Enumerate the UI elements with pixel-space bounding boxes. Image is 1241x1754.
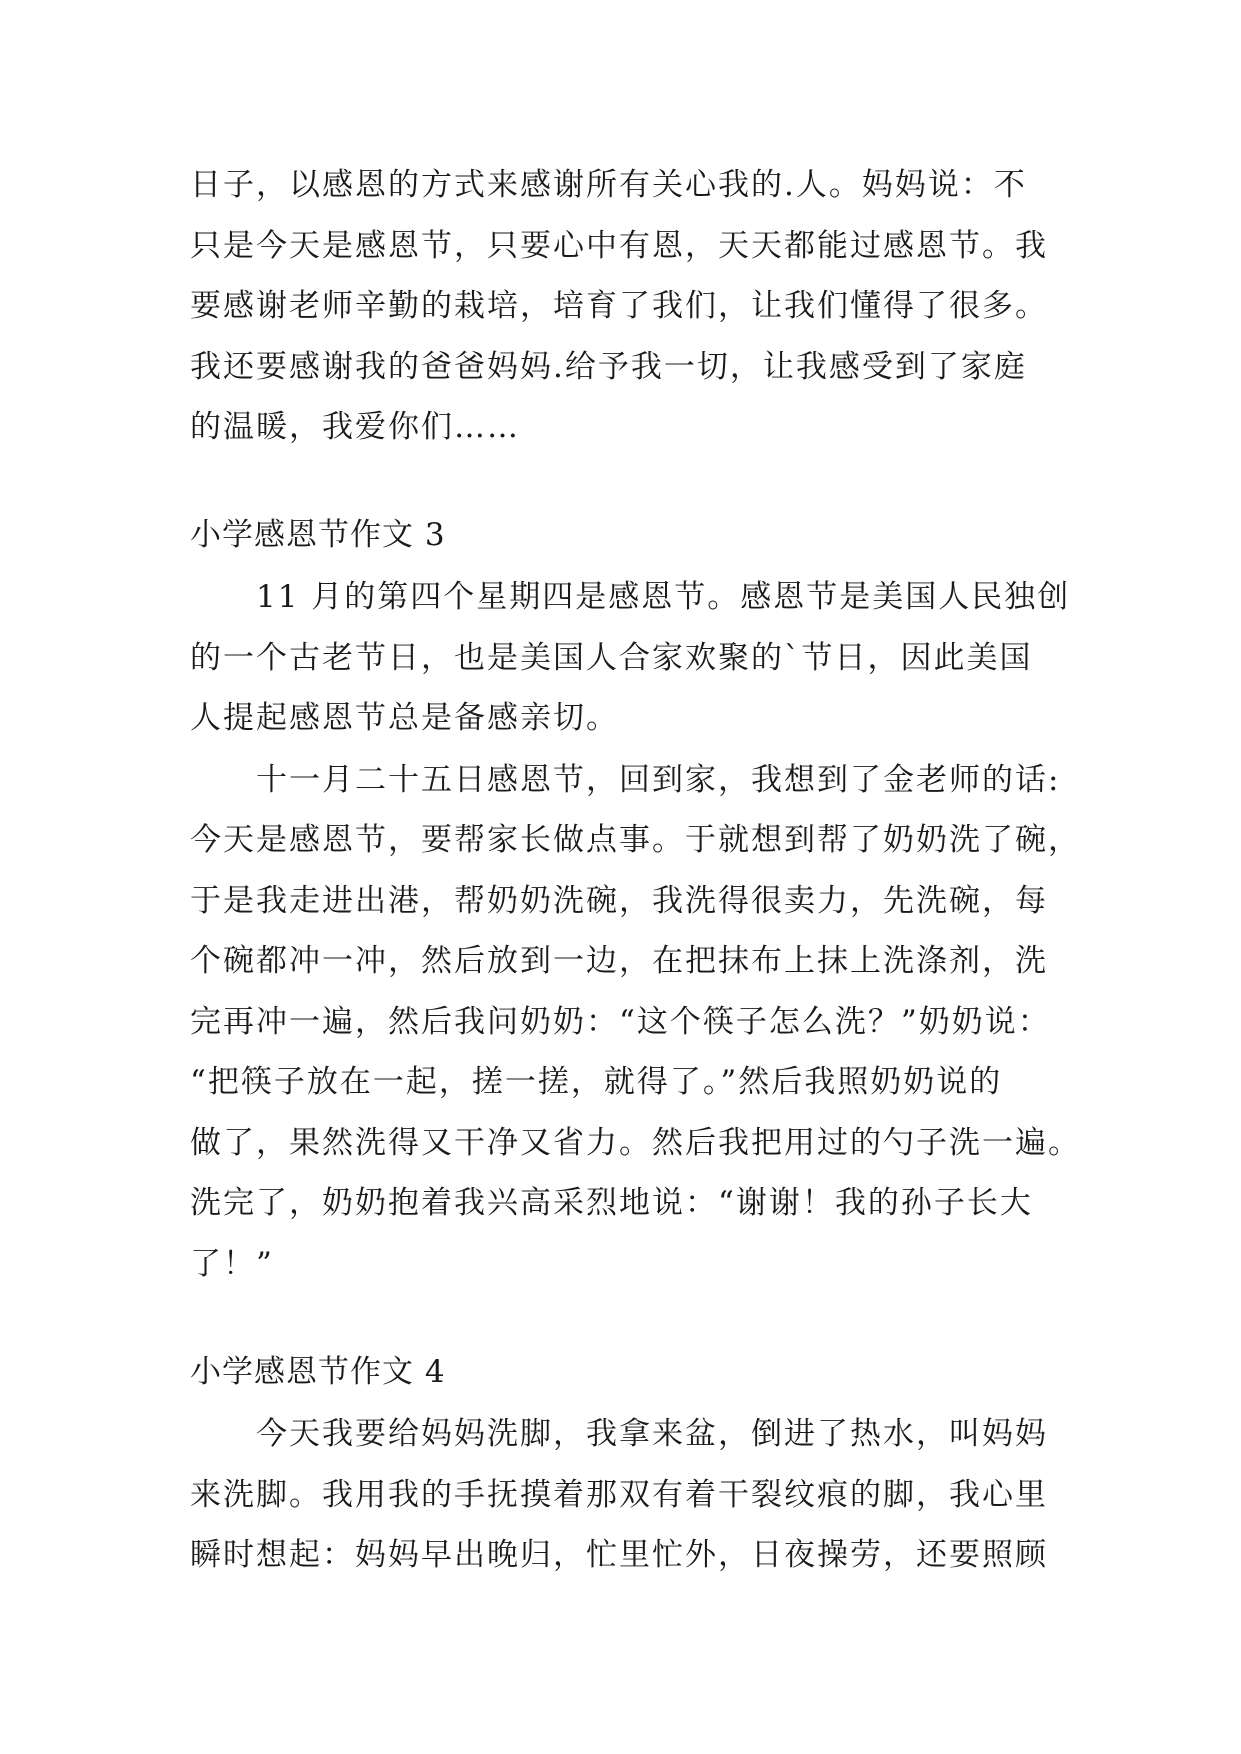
text-line: 瞬时想起：妈妈早出晚归，忙里忙外，日夜操劳，还要照顾 <box>190 1537 1048 1573</box>
text-line: 11 月的第四个星期四是感恩节。感恩节是美国人民独创 <box>256 579 1071 615</box>
text-line: 做了，果然洗得又干净又省力。然后我把用过的勺子洗一遍。 <box>190 1125 1081 1161</box>
text-line: 洗完了，奶奶抱着我兴高采烈地说：“谢谢！我的孙子长大 <box>190 1185 1033 1221</box>
text-line: 完再冲一遍，然后我问奶奶：“这个筷子怎么洗？”奶奶说： <box>190 1004 1051 1040</box>
text-line: 今天是感恩节，要帮家长做点事。于就想到帮了奶奶洗了碗， <box>190 822 1081 858</box>
section-heading-essay-3: 小学感恩节作文 3 <box>190 517 446 553</box>
text-line: 的温暖，我爱你们…… <box>190 409 520 445</box>
text-line: 来洗脚。我用我的手抚摸着那双有着干裂纹痕的脚，我心里 <box>190 1477 1048 1513</box>
text-line: 了！” <box>190 1246 274 1282</box>
text-line: 只是今天是感恩节，只要心中有恩，天天都能过感恩节。我 <box>190 228 1048 264</box>
text-line: 的一个古老节日，也是美国人合家欢聚的`节日，因此美国 <box>190 640 1033 676</box>
text-line: 于是我走进出港，帮奶奶洗碗，我洗得很卖力，先洗碗，每 <box>190 883 1048 919</box>
text-line: 要感谢老师辛勤的栽培，培育了我们，让我们懂得了很多。 <box>190 288 1048 324</box>
text-line: 我还要感谢我的爸爸妈妈.给予我一切，让我感受到了家庭 <box>190 349 1027 385</box>
text-line: 日子，以感恩的方式来感谢所有关心我的.人。妈妈说：不 <box>190 167 1027 203</box>
text-line: 人提起感恩节总是备感亲切。 <box>190 700 619 736</box>
section-heading-essay-4: 小学感恩节作文 4 <box>190 1354 446 1390</box>
text-line: “把筷子放在一起，搓一搓，就得了。”然后我照奶奶说的 <box>190 1064 1003 1100</box>
text-line: 个碗都冲一冲，然后放到一边，在把抹布上抹上洗涤剂，洗 <box>190 943 1048 979</box>
text-line: 十一月二十五日感恩节，回到家，我想到了金老师的话: <box>256 762 1061 798</box>
text-line: 今天我要给妈妈洗脚，我拿来盆，倒进了热水，叫妈妈 <box>256 1416 1048 1452</box>
